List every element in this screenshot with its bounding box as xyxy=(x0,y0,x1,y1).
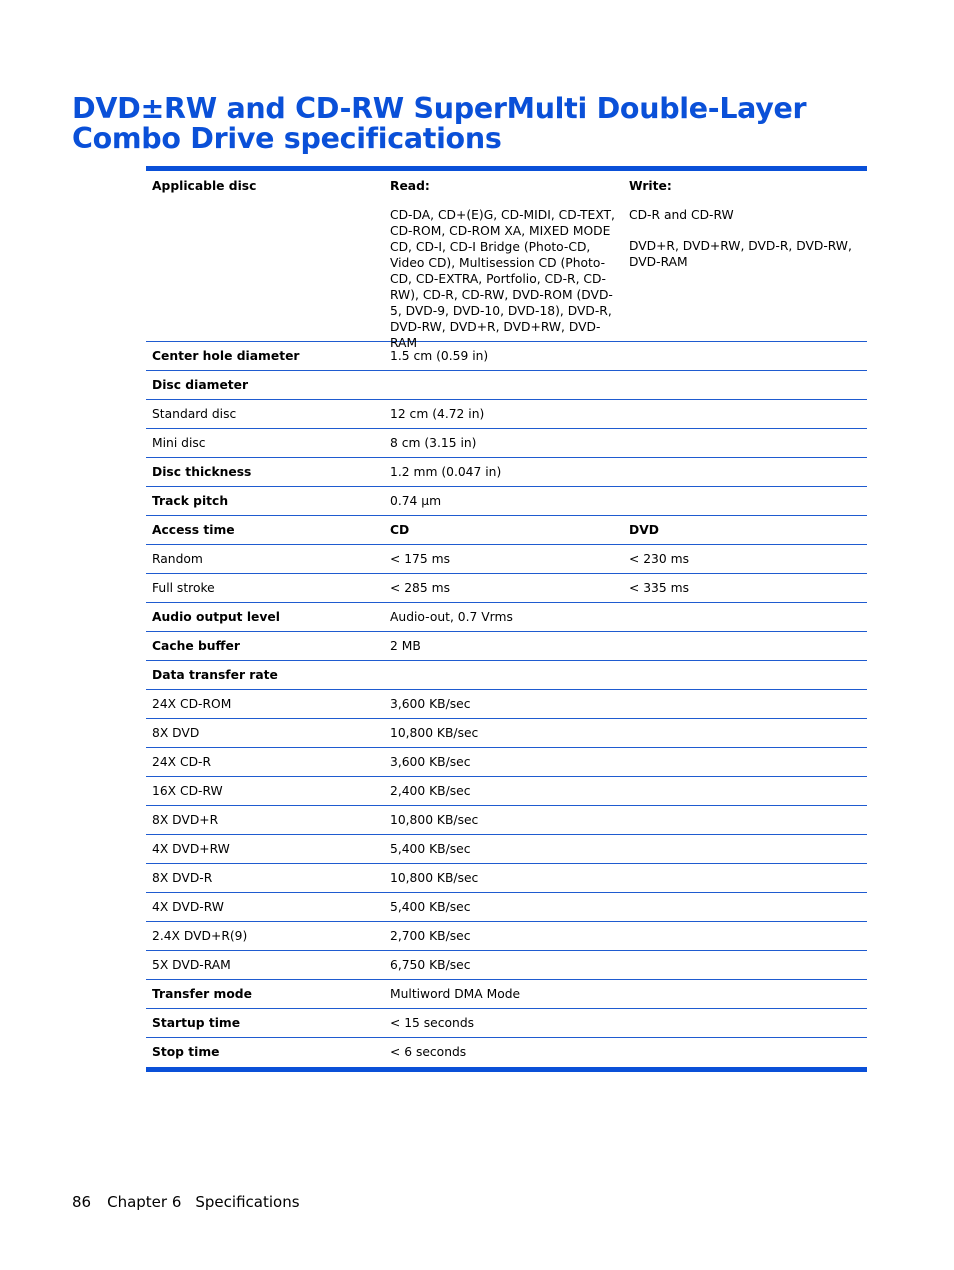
table-row xyxy=(146,1009,867,1038)
table-row xyxy=(146,400,867,429)
row-value-secondary xyxy=(623,458,867,464)
row-value-secondary xyxy=(623,864,867,870)
row-value-secondary xyxy=(623,429,867,435)
row-value: 1.5 cm (0.59 in) xyxy=(390,349,489,363)
row-label: Random xyxy=(152,552,203,566)
section-label: Specifications xyxy=(195,1193,300,1211)
row-label: Data transfer rate xyxy=(152,668,278,682)
row-value-secondary xyxy=(623,922,867,928)
table-row xyxy=(146,777,867,806)
row-label: Access time xyxy=(152,523,235,537)
row-value: 10,800 KB/sec xyxy=(390,813,479,827)
row-value-secondary xyxy=(623,980,867,986)
row-value-secondary xyxy=(623,400,867,406)
row-value: 5,400 KB/sec xyxy=(390,842,471,856)
row-value-secondary xyxy=(623,661,867,667)
row-value xyxy=(384,661,623,667)
row-value: 3,600 KB/sec xyxy=(390,697,471,711)
table-row xyxy=(146,632,867,661)
row-value: 0.74 µm xyxy=(390,494,442,508)
row-label: 8X DVD-R xyxy=(152,871,213,885)
page-number: 86 xyxy=(72,1193,92,1211)
row-value-secondary xyxy=(623,719,867,725)
table-row xyxy=(146,516,867,545)
row-label: Standard disc xyxy=(152,407,237,421)
row-value-secondary: < 230 ms xyxy=(629,552,689,566)
chapter-label: Chapter 6 xyxy=(107,1193,182,1211)
row-value: 2,700 KB/sec xyxy=(390,929,471,943)
empty-cell xyxy=(146,201,384,207)
row-label: Applicable disc xyxy=(152,179,257,193)
table-row xyxy=(146,980,867,1009)
row-value: < 285 ms xyxy=(390,581,450,595)
row-value: 2,400 KB/sec xyxy=(390,784,471,798)
table-row xyxy=(146,719,867,748)
row-value-secondary xyxy=(623,690,867,696)
row-label: Full stroke xyxy=(152,581,215,595)
spec-table xyxy=(146,166,867,1072)
table-row xyxy=(146,487,867,516)
row-value-secondary xyxy=(623,1038,867,1044)
row-value: 8 cm (3.15 in) xyxy=(390,436,477,450)
row-value: 5,400 KB/sec xyxy=(390,900,471,914)
table-row xyxy=(146,690,867,719)
row-value: 10,800 KB/sec xyxy=(390,871,479,885)
row-label: 8X DVD+R xyxy=(152,813,219,827)
row-label: 2.4X DVD+R(9) xyxy=(152,929,248,943)
row-value-secondary xyxy=(623,748,867,754)
table-row xyxy=(146,748,867,777)
table-row xyxy=(146,661,867,690)
row-label: Track pitch xyxy=(152,494,229,508)
row-label: Cache buffer xyxy=(152,639,240,653)
table-row xyxy=(146,806,867,835)
row-label: 8X DVD xyxy=(152,726,200,740)
row-value-secondary xyxy=(623,603,867,609)
row-label: Disc diameter xyxy=(152,378,249,392)
row-value-secondary: < 335 ms xyxy=(629,581,689,595)
row-value: 12 cm (4.72 in) xyxy=(390,407,485,421)
row-label: Stop time xyxy=(152,1045,220,1059)
row-value: 6,750 KB/sec xyxy=(390,958,471,972)
row-label: Disc thickness xyxy=(152,465,252,479)
row-label: Audio output level xyxy=(152,610,280,624)
read-header: Read: xyxy=(390,179,430,193)
row-value-secondary: DVD xyxy=(629,523,659,537)
row-label: Transfer mode xyxy=(152,987,252,1001)
table-row xyxy=(146,951,867,980)
table-row xyxy=(146,574,867,603)
row-label: 16X CD-RW xyxy=(152,784,223,798)
write-formats-cd: CD-R and CD-RW xyxy=(629,208,734,222)
row-value: < 175 ms xyxy=(390,552,450,566)
table-row xyxy=(146,835,867,864)
row-value-secondary xyxy=(623,893,867,899)
row-label: 4X DVD+RW xyxy=(152,842,230,856)
row-label: Startup time xyxy=(152,1016,241,1030)
row-value-secondary xyxy=(623,951,867,957)
row-value: 10,800 KB/sec xyxy=(390,726,479,740)
spec-rows xyxy=(146,342,867,1067)
row-label: Center hole diameter xyxy=(152,349,300,363)
row-value: < 6 seconds xyxy=(390,1045,467,1059)
row-value-secondary xyxy=(623,632,867,638)
row-label: 24X CD-ROM xyxy=(152,697,232,711)
row-value: Audio-out, 0.7 Vrms xyxy=(390,610,513,624)
row-value xyxy=(384,371,623,377)
row-value: 3,600 KB/sec xyxy=(390,755,471,769)
table-row xyxy=(146,429,867,458)
table-row xyxy=(146,458,867,487)
table-row xyxy=(146,342,867,371)
write-formats xyxy=(623,201,867,270)
table-row xyxy=(146,922,867,951)
write-formats-dvd: DVD+R, DVD+RW, DVD-R, DVD-RW, DVD-RAM xyxy=(629,239,852,269)
table-row xyxy=(146,1038,867,1067)
row-value-secondary xyxy=(623,487,867,493)
table-row xyxy=(146,545,867,574)
row-label: 4X DVD-RW xyxy=(152,900,224,914)
row-value-secondary xyxy=(623,806,867,812)
table-row xyxy=(146,603,867,632)
row-value-secondary xyxy=(623,835,867,841)
row-value: 2 MB xyxy=(390,639,421,653)
row-value: Multiword DMA Mode xyxy=(390,987,521,1001)
row-value-secondary xyxy=(623,1009,867,1015)
row-value: < 15 seconds xyxy=(390,1016,475,1030)
row-label: 5X DVD-RAM xyxy=(152,958,231,972)
table-row xyxy=(146,893,867,922)
row-value-secondary xyxy=(623,342,867,348)
row-value-secondary xyxy=(623,777,867,783)
page-footer xyxy=(72,1192,300,1212)
row-label: 24X CD-R xyxy=(152,755,212,769)
page-title: DVD±RW and CD-RW SuperMulti Double-Layer Combo Drive specifications xyxy=(72,92,807,155)
row-value: CD xyxy=(390,523,410,537)
table-row-applicable-disc-header xyxy=(146,171,867,201)
read-formats: CD-DA, CD+(E)G, CD-MIDI, CD-TEXT, CD-ROM, CD-ROM XA, MIXED MODE CD, CD-I, CD-I Bridge (Photo-CD, Video CD), Multisession CD (Photo-CD, CD-EXTRA, Portfolio, CD-R, CD-RW), CD-R, CD-RW, DVD-ROM (DVD-5, DVD-9, DVD-10, DVD-18), DVD-R, DVD-RW, DVD+R, DVD+RW, DVD-RAM xyxy=(390,208,615,350)
row-value: 1.2 mm (0.047 in) xyxy=(390,465,502,479)
write-header: Write: xyxy=(629,179,672,193)
table-row xyxy=(146,371,867,400)
table-row xyxy=(146,864,867,893)
row-label: Mini disc xyxy=(152,436,206,450)
table-row-applicable-disc-detail xyxy=(146,201,867,350)
row-value-secondary xyxy=(623,371,867,377)
